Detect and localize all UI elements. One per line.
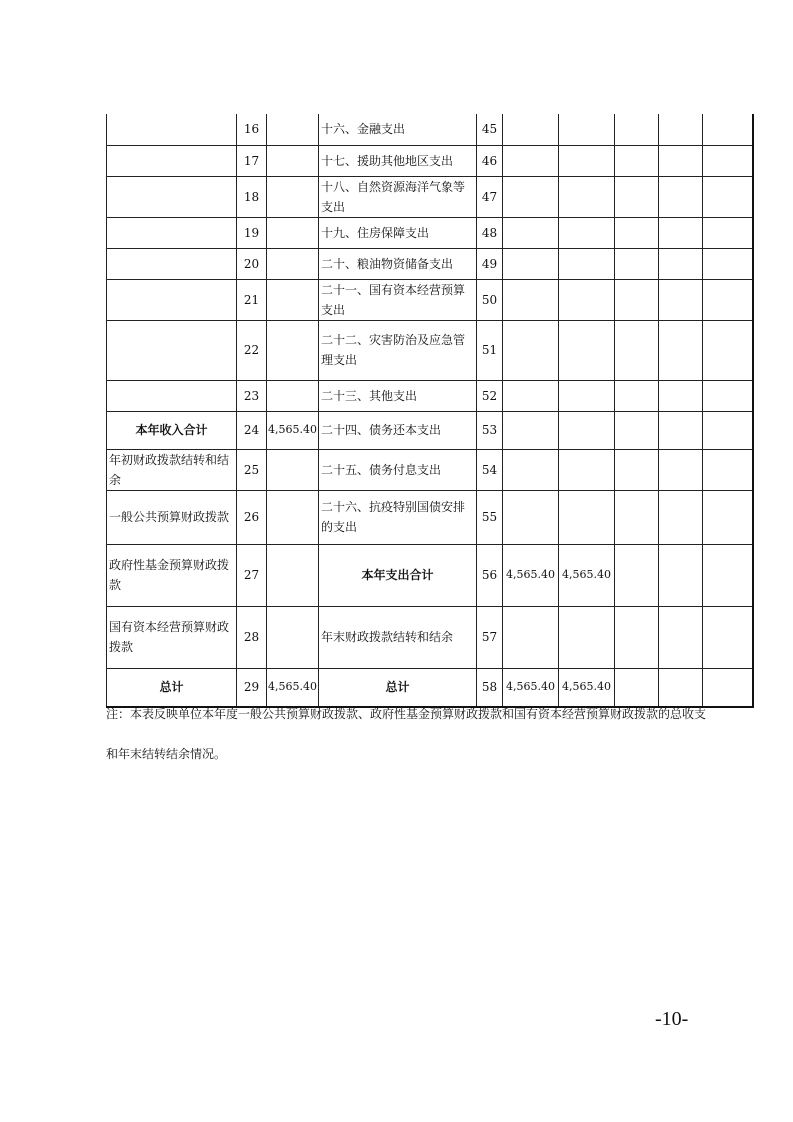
- expense-line-number-cell: 48: [477, 217, 503, 248]
- income-line-number-cell: 25: [237, 449, 267, 490]
- general-budget-cell: [559, 606, 615, 668]
- expense-total-cell: [503, 176, 559, 217]
- fund-budget-cell: [615, 145, 659, 176]
- state-capital-budget-cell: [659, 279, 703, 320]
- expense-total-cell: [503, 114, 559, 145]
- income-amount-cell: [267, 176, 319, 217]
- extra-cell: [703, 114, 753, 145]
- expense-total-cell: [503, 380, 559, 411]
- general-budget-cell: [559, 217, 615, 248]
- extra-cell: [703, 176, 753, 217]
- table-row: [107, 145, 753, 176]
- income-label-cell: [107, 114, 237, 145]
- table-row: [107, 320, 753, 380]
- general-budget-cell: [559, 411, 615, 449]
- income-line-number-cell: 17: [237, 145, 267, 176]
- table-body: [107, 114, 753, 707]
- expense-line-number-cell: 57: [477, 606, 503, 668]
- expense-label-cell: 总计: [319, 668, 477, 707]
- income-line-number-cell: 19: [237, 217, 267, 248]
- expense-line-number-cell: 45: [477, 114, 503, 145]
- expense-line-number-cell: 58: [477, 668, 503, 707]
- budget-table: [106, 114, 754, 708]
- income-label-cell: 本年收入合计: [107, 411, 237, 449]
- expense-total-cell: [503, 411, 559, 449]
- general-budget-cell: [559, 279, 615, 320]
- table-row: [107, 380, 753, 411]
- expense-total-cell: 4,565.40: [503, 544, 559, 606]
- table-row: [107, 114, 753, 145]
- fund-budget-cell: [615, 114, 659, 145]
- extra-cell: [703, 411, 753, 449]
- extra-cell: [703, 490, 753, 544]
- expense-line-number-cell: 55: [477, 490, 503, 544]
- state-capital-budget-cell: [659, 411, 703, 449]
- state-capital-budget-cell: [659, 606, 703, 668]
- state-capital-budget-cell: [659, 145, 703, 176]
- expense-line-number-cell: 47: [477, 176, 503, 217]
- income-amount-cell: [267, 279, 319, 320]
- income-label-cell: 年初财政拨款结转和结余: [107, 449, 237, 490]
- income-amount-cell: [267, 217, 319, 248]
- extra-cell: [703, 606, 753, 668]
- expense-total-cell: [503, 248, 559, 279]
- income-line-number-cell: 21: [237, 279, 267, 320]
- income-label-cell: 政府性基金预算财政拨款: [107, 544, 237, 606]
- general-budget-cell: [559, 490, 615, 544]
- table-note: 注：本表反映单位本年度一般公共预算财政拨款、政府性基金预算财政拨款和国有资本经营预算财政拨款的总收支和年末结转结余情况。: [106, 707, 707, 761]
- expense-total-cell: 4,565.40: [503, 668, 559, 707]
- general-budget-cell: [559, 449, 615, 490]
- expense-total-cell: [503, 490, 559, 544]
- expense-total-cell: [503, 606, 559, 668]
- extra-cell: [703, 380, 753, 411]
- income-line-number-cell: 23: [237, 380, 267, 411]
- state-capital-budget-cell: [659, 248, 703, 279]
- income-amount-cell: [267, 544, 319, 606]
- fund-budget-cell: [615, 606, 659, 668]
- income-label-cell: 国有资本经营预算财政拨款: [107, 606, 237, 668]
- fund-budget-cell: [615, 544, 659, 606]
- income-label-cell: [107, 248, 237, 279]
- fund-budget-cell: [615, 320, 659, 380]
- general-budget-cell: 4,565.40: [559, 544, 615, 606]
- income-amount-cell: [267, 248, 319, 279]
- expense-label-cell: 二十三、其他支出: [319, 380, 477, 411]
- extra-cell: [703, 279, 753, 320]
- expense-label-cell: 二十五、债务付息支出: [319, 449, 477, 490]
- general-budget-cell: [559, 320, 615, 380]
- general-budget-cell: 4,565.40: [559, 668, 615, 707]
- expense-total-cell: [503, 320, 559, 380]
- income-label-cell: [107, 176, 237, 217]
- expense-label-cell: 本年支出合计: [319, 544, 477, 606]
- expense-total-cell: [503, 449, 559, 490]
- general-budget-cell: [559, 145, 615, 176]
- expense-total-cell: [503, 145, 559, 176]
- income-line-number-cell: 22: [237, 320, 267, 380]
- income-line-number-cell: 16: [237, 114, 267, 145]
- expense-line-number-cell: 46: [477, 145, 503, 176]
- general-budget-cell: [559, 380, 615, 411]
- fund-budget-cell: [615, 279, 659, 320]
- expense-label-cell: 二十二、灾害防治及应急管理支出: [319, 320, 477, 380]
- table-row: [107, 411, 753, 449]
- expense-label-cell: 十六、金融支出: [319, 114, 477, 145]
- extra-cell: [703, 320, 753, 380]
- income-label-cell: 总计: [107, 668, 237, 707]
- income-line-number-cell: 20: [237, 248, 267, 279]
- expense-line-number-cell: 54: [477, 449, 503, 490]
- income-amount-cell: 4,565.40: [267, 668, 319, 707]
- expense-line-number-cell: 53: [477, 411, 503, 449]
- income-label-cell: [107, 320, 237, 380]
- income-line-number-cell: 26: [237, 490, 267, 544]
- expense-line-number-cell: 52: [477, 380, 503, 411]
- income-amount-cell: [267, 449, 319, 490]
- state-capital-budget-cell: [659, 380, 703, 411]
- income-line-number-cell: 28: [237, 606, 267, 668]
- expense-line-number-cell: 49: [477, 248, 503, 279]
- fund-budget-cell: [615, 490, 659, 544]
- income-label-cell: [107, 217, 237, 248]
- income-amount-cell: [267, 490, 319, 544]
- state-capital-budget-cell: [659, 449, 703, 490]
- table-row: [107, 544, 753, 606]
- fund-budget-cell: [615, 449, 659, 490]
- income-amount-cell: [267, 145, 319, 176]
- income-amount-cell: [267, 320, 319, 380]
- fund-budget-cell: [615, 217, 659, 248]
- expense-total-cell: [503, 217, 559, 248]
- expense-label-cell: 二十、粮油物资储备支出: [319, 248, 477, 279]
- income-line-number-cell: 27: [237, 544, 267, 606]
- table-row: [107, 449, 753, 490]
- expense-label-cell: 十九、住房保障支出: [319, 217, 477, 248]
- expense-label-cell: 年末财政拨款结转和结余: [319, 606, 477, 668]
- state-capital-budget-cell: [659, 217, 703, 248]
- expense-label-cell: 二十一、国有资本经营预算支出: [319, 279, 477, 320]
- expense-total-cell: [503, 279, 559, 320]
- expense-label-cell: 十八、自然资源海洋气象等支出: [319, 176, 477, 217]
- table-row: [107, 606, 753, 668]
- expense-line-number-cell: 50: [477, 279, 503, 320]
- page-number: -10-: [655, 1008, 689, 1030]
- income-line-number-cell: 29: [237, 668, 267, 707]
- income-amount-cell: [267, 380, 319, 411]
- table-row: [107, 248, 753, 279]
- state-capital-budget-cell: [659, 176, 703, 217]
- income-line-number-cell: 18: [237, 176, 267, 217]
- expense-line-number-cell: 51: [477, 320, 503, 380]
- fund-budget-cell: [615, 248, 659, 279]
- table-row: [107, 176, 753, 217]
- fund-budget-cell: [615, 411, 659, 449]
- expense-label-cell: 二十六、抗疫特别国债安排的支出: [319, 490, 477, 544]
- table-row: [107, 217, 753, 248]
- fund-budget-cell: [615, 380, 659, 411]
- income-line-number-cell: 24: [237, 411, 267, 449]
- expense-label-cell: 十七、援助其他地区支出: [319, 145, 477, 176]
- state-capital-budget-cell: [659, 320, 703, 380]
- expense-line-number-cell: 56: [477, 544, 503, 606]
- extra-cell: [703, 544, 753, 606]
- state-capital-budget-cell: [659, 114, 703, 145]
- general-budget-cell: [559, 114, 615, 145]
- income-label-cell: [107, 145, 237, 176]
- extra-cell: [703, 248, 753, 279]
- table-row: [107, 490, 753, 544]
- general-budget-cell: [559, 176, 615, 217]
- income-amount-cell: [267, 114, 319, 145]
- income-amount-cell: [267, 606, 319, 668]
- fund-budget-cell: [615, 176, 659, 217]
- general-budget-cell: [559, 248, 615, 279]
- income-amount-cell: 4,565.40: [267, 411, 319, 449]
- expense-label-cell: 二十四、债务还本支出: [319, 411, 477, 449]
- income-label-cell: [107, 279, 237, 320]
- state-capital-budget-cell: [659, 544, 703, 606]
- income-label-cell: 一般公共预算财政拨款: [107, 490, 237, 544]
- extra-cell: [703, 449, 753, 490]
- table-row: [107, 279, 753, 320]
- state-capital-budget-cell: [659, 490, 703, 544]
- extra-cell: [703, 217, 753, 248]
- extra-cell: [703, 145, 753, 176]
- income-label-cell: [107, 380, 237, 411]
